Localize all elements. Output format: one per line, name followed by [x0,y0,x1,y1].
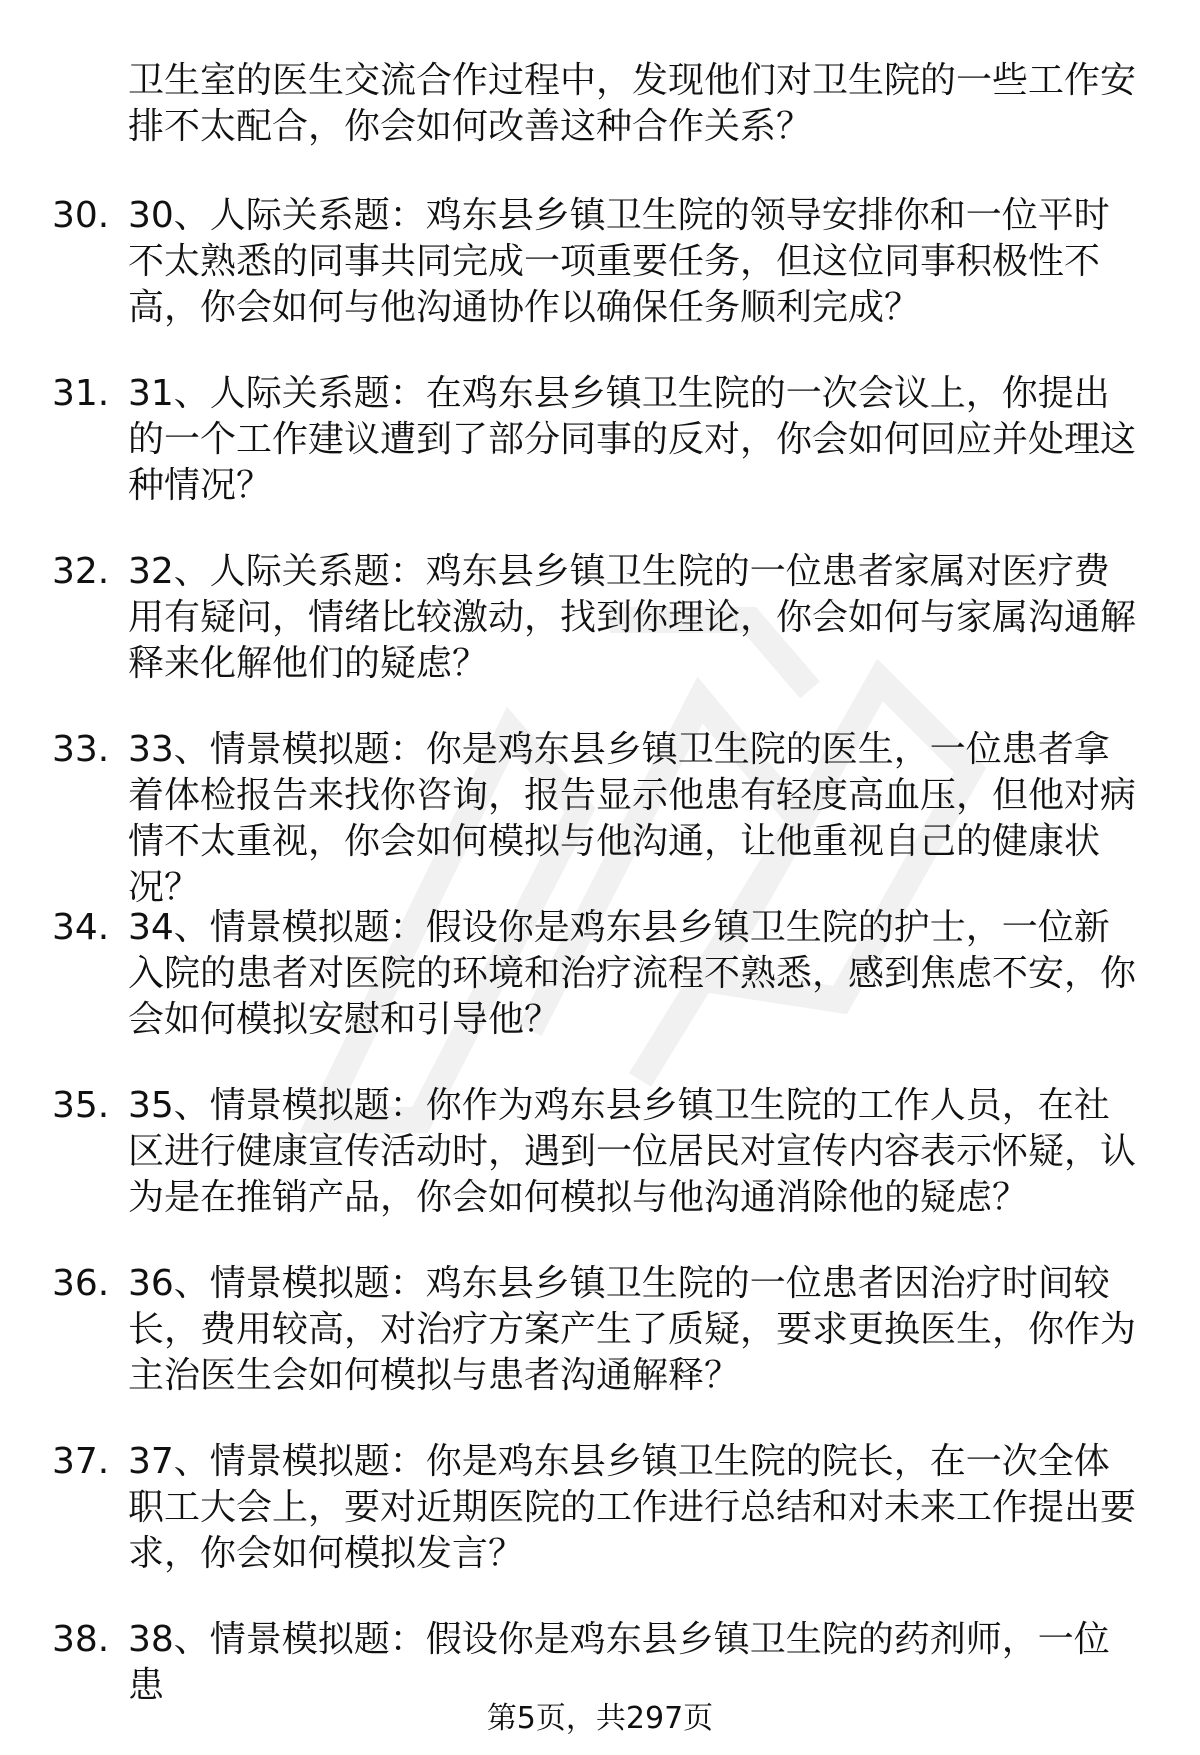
question-number: 33. [52,729,110,770]
question-number: 32. [52,551,110,592]
question-text: 38、情景模拟题：假设你是鸡东县乡镇卫生院的药剂师，一位患 [128,1619,1110,1706]
question-item [0,1261,1200,1439]
question-item [0,727,1200,908]
question-item [0,1083,1200,1261]
question-text: 30、人际关系题：鸡东县乡镇卫生院的领导安排你和一位平时不太熟悉的同事共同完成一项重要任务，但这位同事积极性不高，你会如何与他沟通协作以确保任务顺利完成？ [128,195,1110,328]
question-item [0,193,1200,371]
page-footer: 第5页，共297页 [486,1701,714,1736]
question-item [0,905,1200,1083]
question-item [0,371,1200,549]
continuation-paragraph: 卫生室的医生交流合作过程中，发现他们对卫生院的一些工作安排不太配合，你会如何改善这种合作关系？ [128,60,1137,147]
question-text: 31、人际关系题：在鸡东县乡镇卫生院的一次会议上，你提出的一个工作建议遭到了部分同事的反对，你会如何回应并处理这种情况？ [128,373,1137,506]
question-number: 38. [52,1619,110,1660]
question-text: 32、人际关系题：鸡东县乡镇卫生院的一位患者家属对医疗费用有疑问，情绪比较激动，找到你理论，你会如何与家属沟通解释来化解他们的疑虑？ [128,551,1137,684]
question-number: 34. [52,907,110,948]
question-text: 34、情景模拟题：假设你是鸡东县乡镇卫生院的护士，一位新入院的患者对医院的环境和治疗流程不熟悉，感到焦虑不安，你会如何模拟安慰和引导他？ [128,907,1137,1040]
question-number: 35. [52,1085,110,1126]
question-number: 36. [52,1263,110,1304]
question-text: 33、情景模拟题：你是鸡东县乡镇卫生院的医生，一位患者拿着体检报告来找你咨询，报告显示他患有轻度高血压，但他对病情不太重视，你会如何模拟与他沟通，让他重视自己的健康状况？ [128,729,1137,908]
question-list [0,193,1200,1755]
question-number: 37. [52,1441,110,1482]
question-number: 31. [52,373,110,414]
question-item [0,549,1200,727]
question-item [0,1439,1200,1617]
question-text: 35、情景模拟题：你作为鸡东县乡镇卫生院的工作人员，在社区进行健康宣传活动时，遇到一位居民对宣传内容表示怀疑，认为是在推销产品，你会如何模拟与他沟通消除他的疑虑？ [128,1085,1137,1218]
question-text: 36、情景模拟题：鸡东县乡镇卫生院的一位患者因治疗时间较长，费用较高，对治疗方案产生了质疑，要求更换医生，你作为主治医生会如何模拟与患者沟通解释？ [128,1263,1137,1396]
question-number: 30. [52,195,110,236]
question-text: 37、情景模拟题：你是鸡东县乡镇卫生院的院长，在一次全体职工大会上，要对近期医院的工作进行总结和对未来工作提出要求，你会如何模拟发言？ [128,1441,1137,1574]
